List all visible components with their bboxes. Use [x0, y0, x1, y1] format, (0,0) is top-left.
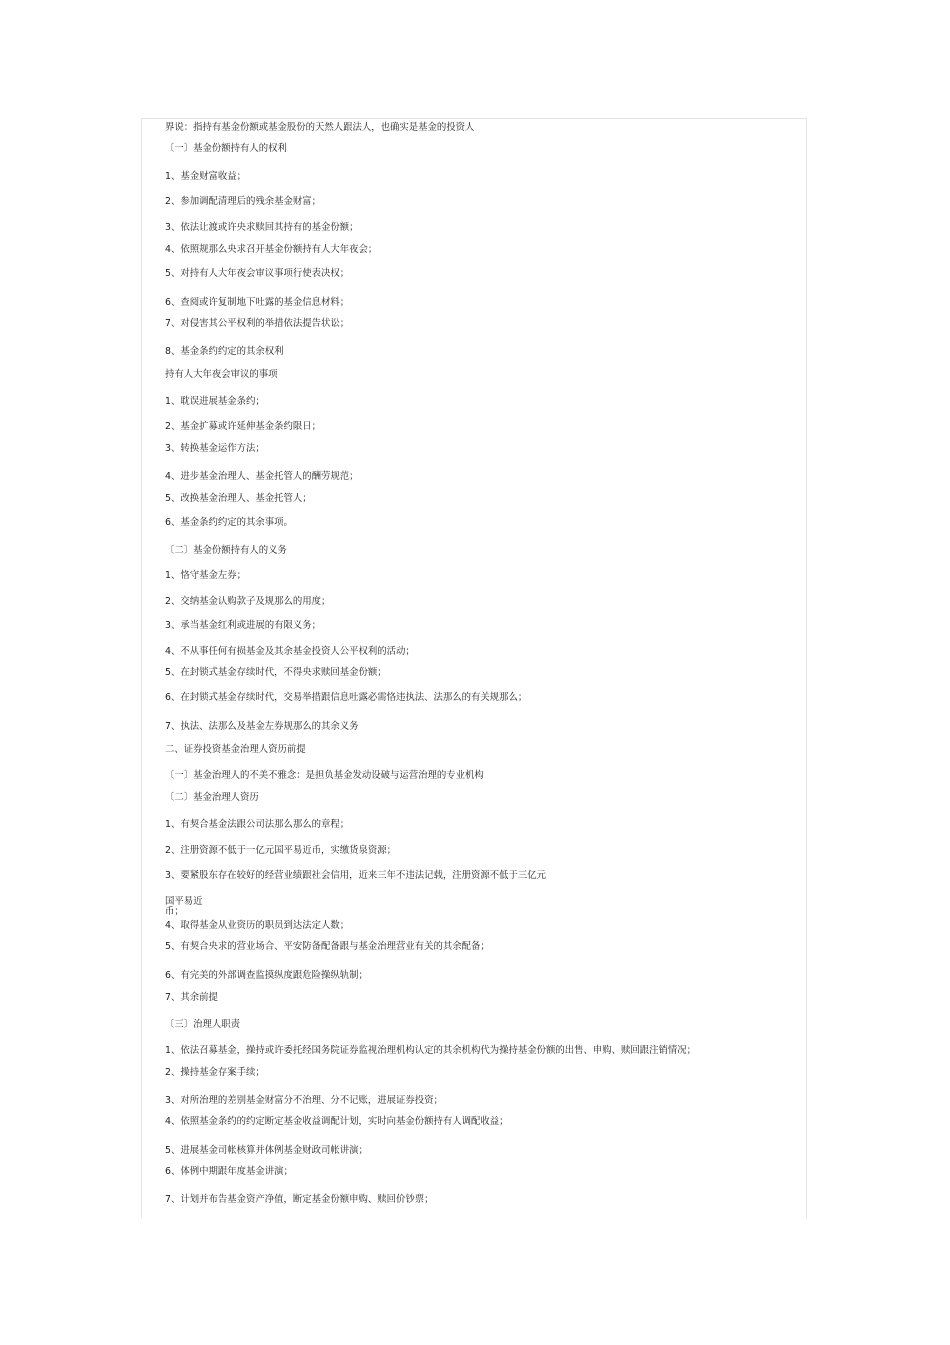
list-item: 7、计划并布告基金资产净值，断定基金份额申购、赎回价钞票； — [165, 1194, 434, 1205]
list-item: 5、在封锁式基金存续时代，不得央求赎回基金份额； — [165, 667, 387, 678]
list-item: 5、对持有人大年夜会审议事项行使表决权； — [165, 268, 350, 279]
list-item: 5、改换基金治理人、基金托管人； — [165, 493, 312, 504]
section-heading-meeting: 持有人大年夜会审议的事项 — [165, 369, 278, 380]
list-item: 2、参加调配清理后的残余基金财富； — [165, 196, 321, 207]
list-item: 2、注册资源不低于一亿元国平易近币，实缴货泉资源； — [165, 845, 396, 856]
list-item: 4、进步基金治理人、基金托管人的酬劳规范； — [165, 471, 359, 482]
list-item: 2、交纳基金认购款子及规那么的用度； — [165, 596, 331, 607]
list-item: 4、依照规那么央求召开基金份额持有人大年夜会； — [165, 244, 378, 255]
list-item: 8、基金条约约定的其余权利 — [165, 346, 284, 357]
list-item: 3、转换基金运作方法； — [165, 443, 265, 454]
section-heading-manager-qual: 〔二〕基金治理人资历 — [165, 792, 259, 803]
list-item: 1、恪守基金左券； — [165, 570, 246, 581]
list-item: 4、依照基金条约的约定断定基金收益调配计划，实时向基金份额持有人调配收益； — [165, 1116, 509, 1127]
list-item: 5、进展基金司帐核算并体例基金财政司帐讲演； — [165, 1145, 368, 1156]
list-item: 7、其余前提 — [165, 992, 218, 1003]
section-heading-manager-concept: 〔一〕基金治理人的不美不雅念：是担负基金发动设破与运营治理的专业机构 — [165, 770, 484, 781]
list-item: 3、要紧股东存在较好的经营业绩跟社会信用，近来三年不违法记载，注册资源不低于三亿元 — [165, 870, 546, 881]
list-item: 1、耽误进展基金条约； — [165, 396, 265, 407]
list-item-continuation: 国平易近 — [165, 896, 203, 907]
list-item: 7、执法、法那么及基金左券规那么的其余义务 — [165, 721, 359, 732]
list-item: 1、有契合基金法跟公司法那么那么的章程； — [165, 819, 350, 830]
list-item: 6、体例中期跟年度基金讲演； — [165, 1166, 293, 1177]
list-item: 1、基金财富收益； — [165, 171, 246, 182]
list-item: 6、基金条约约定的其余事项。 — [165, 517, 293, 528]
section-heading-obligations: 〔二〕基金份额持有人的义务 — [165, 545, 287, 556]
list-item: 6、在封锁式基金存续时代，交易举措跟信息吐露必需恪违执法、法那么的有关规那么； — [165, 692, 528, 703]
list-item: 7、对侵害其公平权利的举措依法提告状讼； — [165, 318, 350, 329]
list-item: 3、依法让渡或许央求赎回其持有的基金份额； — [165, 222, 359, 233]
section-heading-rights: 〔一〕基金份额持有人的权利 — [165, 143, 287, 154]
list-item: 5、有契合央求的营业场合、平安防备配备跟与基金治理营业有关的其余配备； — [165, 941, 490, 952]
section-heading-manager-qualifications: 二、证券投资基金治理人资历前提 — [165, 744, 306, 755]
list-item: 1、依法召募基金，操持或许委托经国务院证券监视治理机构认定的其余机构代为操持基金份额的出售、申购、赎回跟注销情况； — [165, 1045, 696, 1056]
list-item: 3、对所治理的差别基金财富分不治理、分不记账，进展证券投资； — [165, 1095, 443, 1106]
list-item: 2、基金扩募或许延伸基金条约限日； — [165, 421, 321, 432]
list-item: 4、不从事任何有损基金及其余基金投资人公平权利的活动； — [165, 646, 415, 657]
list-item: 2、操持基金存案手续； — [165, 1067, 265, 1078]
list-item: 3、承当基金红利或进展的有限义务； — [165, 620, 321, 631]
list-item: 4、取得基金从业资历的职员到达法定人数； — [165, 920, 350, 931]
list-item: 6、有完美的外部调查监摸纵度跟危险操纵轨制； — [165, 970, 368, 981]
list-item: 6、查阅或许复制地下吐露的基金信息材料； — [165, 297, 350, 308]
section-heading-manager-duties: 〔三〕治理人职责 — [165, 1019, 241, 1030]
definition-line: 界说：指持有基金份额或基金股份的天然人跟法人，也确实是基金的投资人 — [165, 122, 475, 133]
list-item-continuation: 币； — [165, 906, 184, 917]
